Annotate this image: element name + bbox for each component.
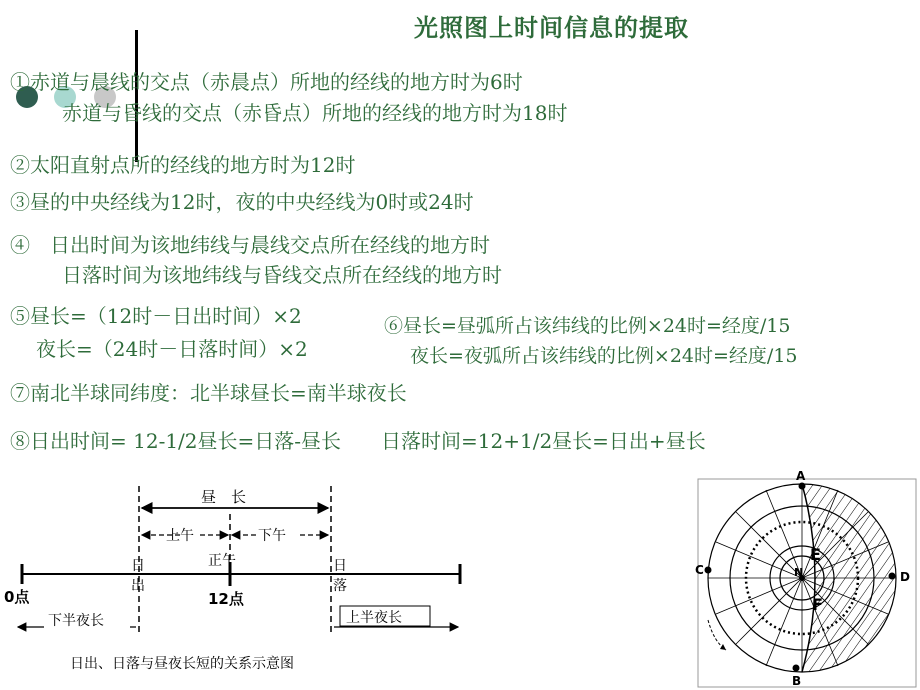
sunrise-label-2: 出	[131, 578, 145, 594]
rule-6a: ⑥昼长=昼弧所占该纬线的比例×24时=经度/15	[384, 315, 791, 337]
rule-2: ②太阳直射点所的经线的地方时为12时	[10, 153, 356, 177]
rule-3: ③昼的中央经线为12时，夜的中央经线为0时或24时	[10, 190, 474, 214]
morning-label: 上午	[166, 528, 194, 544]
label-e: E	[810, 545, 821, 564]
rule-1a: ①赤道与晨线的交点（赤晨点）所地的经线的地方时为6时	[10, 70, 523, 94]
label-b: B	[792, 674, 802, 688]
zero-label: 0点	[4, 588, 30, 606]
label-c: C	[695, 563, 704, 577]
rule-5b: 夜长=（24时－日落时间）×2	[36, 337, 308, 361]
day-length-label: 昼 长	[201, 488, 247, 506]
afternoon-label: 下午	[258, 528, 286, 544]
sunset-label-1: 日	[333, 558, 347, 574]
day-length-diagram	[0, 482, 480, 690]
label-a: A	[796, 469, 806, 483]
label-f: F	[812, 595, 823, 614]
rule-4a: ④ 日出时间为该地纬线与晨线交点所在经线的地方时	[10, 233, 490, 257]
point-c	[705, 567, 712, 574]
point-d	[889, 573, 896, 580]
first-half-night-label: 下半夜长	[48, 613, 104, 629]
rule-4b: 日落时间为该地纬线与昏线交点所在经线的地方时	[62, 263, 502, 287]
point-b	[793, 665, 800, 672]
rule-7: ⑦南北半球同纬度：北半球昼长=南半球夜长	[10, 381, 407, 405]
rule-1b: 赤道与昏线的交点（赤昏点）所地的经线的地方时为18时	[62, 101, 568, 125]
noon-label: 正午	[208, 553, 236, 569]
page-title: 光照图上时间信息的提取	[414, 13, 689, 42]
sunrise-label-1: 日	[131, 558, 145, 574]
label-n: N	[794, 566, 804, 579]
rule-5a: ⑤昼长=（12时－日出时间）×2	[10, 304, 302, 328]
rule-8: ⑧日出时间= 12-1/2昼长=日落-昼长 日落时间=12+1/2昼长=日出+昼长	[10, 429, 706, 453]
rule-6b: 夜长=夜弧所占该纬线的比例×24时=经度/15	[410, 345, 798, 367]
twelve-label: 12点	[208, 590, 244, 608]
second-half-night-label: 上半夜长	[346, 610, 402, 626]
point-a	[799, 483, 806, 490]
diagram-caption: 日出、日落与昼夜长短的关系示意图	[70, 656, 294, 672]
sunset-label-2: 落	[333, 578, 347, 594]
decor-vertical-bar	[135, 30, 138, 162]
polar-light-diagram	[696, 470, 920, 690]
label-d: D	[900, 570, 910, 584]
